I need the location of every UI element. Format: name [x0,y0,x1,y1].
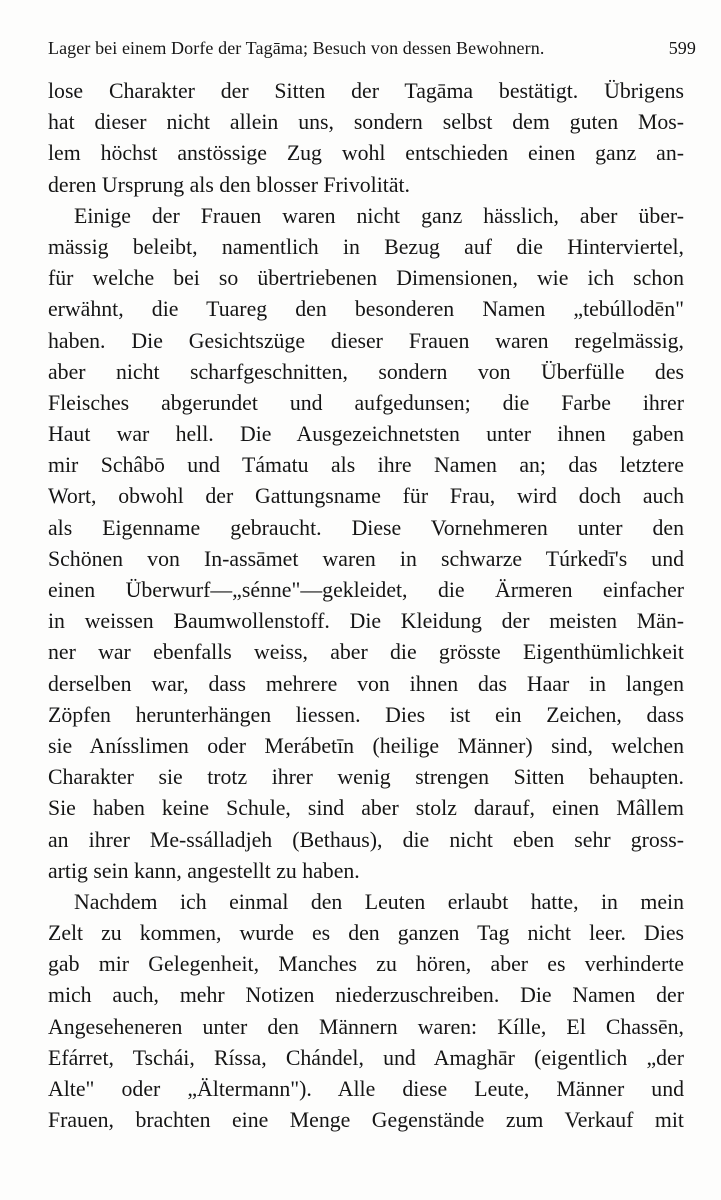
text-line: derselben war, dass mehrere von ihnen das Haar in langen [48,671,684,696]
page-header [48,36,696,60]
text-line: Alte" oder „Ältermann"). Alle diese Leute, Männer und [48,1077,684,1101]
text-line: hat dieser nicht allein uns, sondern selbst dem guten Mos- [48,110,684,135]
page-number: 599 [668,38,696,58]
text-line: erwähnt, die Tuareg den besonderen Namen „tebúllodēn" [48,297,684,322]
text-line: mich auch, mehr Notizen niederzuschreiben. Die Namen der [48,983,684,1008]
text-line: deren Ursprung als den blosser Frivolität. [48,172,411,197]
text-line: Wort, obwohl der Gattungsname für Frau, wird doch auch [48,484,684,509]
text-line: Haut war hell. Die Ausgezeichnetsten unter ihnen gaben [48,422,684,447]
text-line: Nachdem ich einmal den Leuten erlaubt hatte, in mein [74,889,684,914]
text-line: Einige der Frauen waren nicht ganz hässlich, aber über- [74,203,684,228]
text-line: ner war ebenfalls weiss, aber die grösste Eigenthümlichkeit [48,640,684,665]
text-line: artig sein kann, angestellt zu haben. [48,858,360,883]
text-line: Charakter sie trotz ihrer wenig strengen Sitten behaupten. [48,765,684,790]
text-line: an ihrer Me-ssálladjeh (Bethaus), die nicht eben sehr gross- [48,827,684,852]
text-line: sie Anísslimen oder Merábetīn (heilige Männer) sind, welchen [48,733,684,758]
running-head: Lager bei einem Dorfe der Tagāma; Besuch von dessen Bewohnern. [48,38,545,58]
text-line: in weissen Baumwollenstoff. Die Kleidung der meisten Män- [48,609,684,634]
text-line: Zelt zu kommen, wurde es den ganzen Tag nicht leer. Dies [48,921,684,946]
text-line: einen Überwurf—„sénne"—gekleidet, die Ärmeren einfacher [48,578,684,602]
text-line: Schönen von In-assāmet waren in schwarze Túrkedī's und [48,546,684,571]
body-text [48,76,684,1136]
text-line: Sie haben keine Schule, sind aber stolz darauf, einen Mâllem [48,796,684,821]
text-line: gab mir Gelegenheit, Manches zu hören, aber es verhinderte [48,952,684,977]
text-line: Angeseheneren unter den Männern waren: Kílle, El Chassēn, [48,1014,684,1039]
text-line: Frauen, brachten eine Menge Gegenstände zum Verkauf mit [48,1108,684,1133]
text-line: Efárret, Tschái, Ríssa, Chándel, und Amaghār (eigentlich „der [48,1045,684,1070]
text-line: haben. Die Gesichtszüge dieser Frauen waren regelmässig, [48,328,684,353]
text-line: Zöpfen herunterhängen liessen. Dies ist ein Zeichen, dass [48,702,684,727]
text-line: lose Charakter der Sitten der Tagāma bestätigt. Übrigens [48,79,684,103]
text-line: Fleisches abgerundet und aufgedunsen; die Farbe ihrer [48,390,684,415]
text-line: als Eigenname gebraucht. Diese Vornehmeren unter den [48,515,684,540]
text-line: lem höchst anstössige Zug wohl entschieden einen ganz an- [48,141,684,166]
text-line: aber nicht scharfgeschnitten, sondern von Überfülle des [48,359,684,384]
text-line: mässig beleibt, namentlich in Bezug auf die Hinterviertel, [48,234,684,259]
text-line: für welche bei so übertriebenen Dimensionen, wie ich schon [48,266,684,291]
text-line: mir Schâbō und Támatu als ihre Namen an; das letztere [48,453,684,478]
